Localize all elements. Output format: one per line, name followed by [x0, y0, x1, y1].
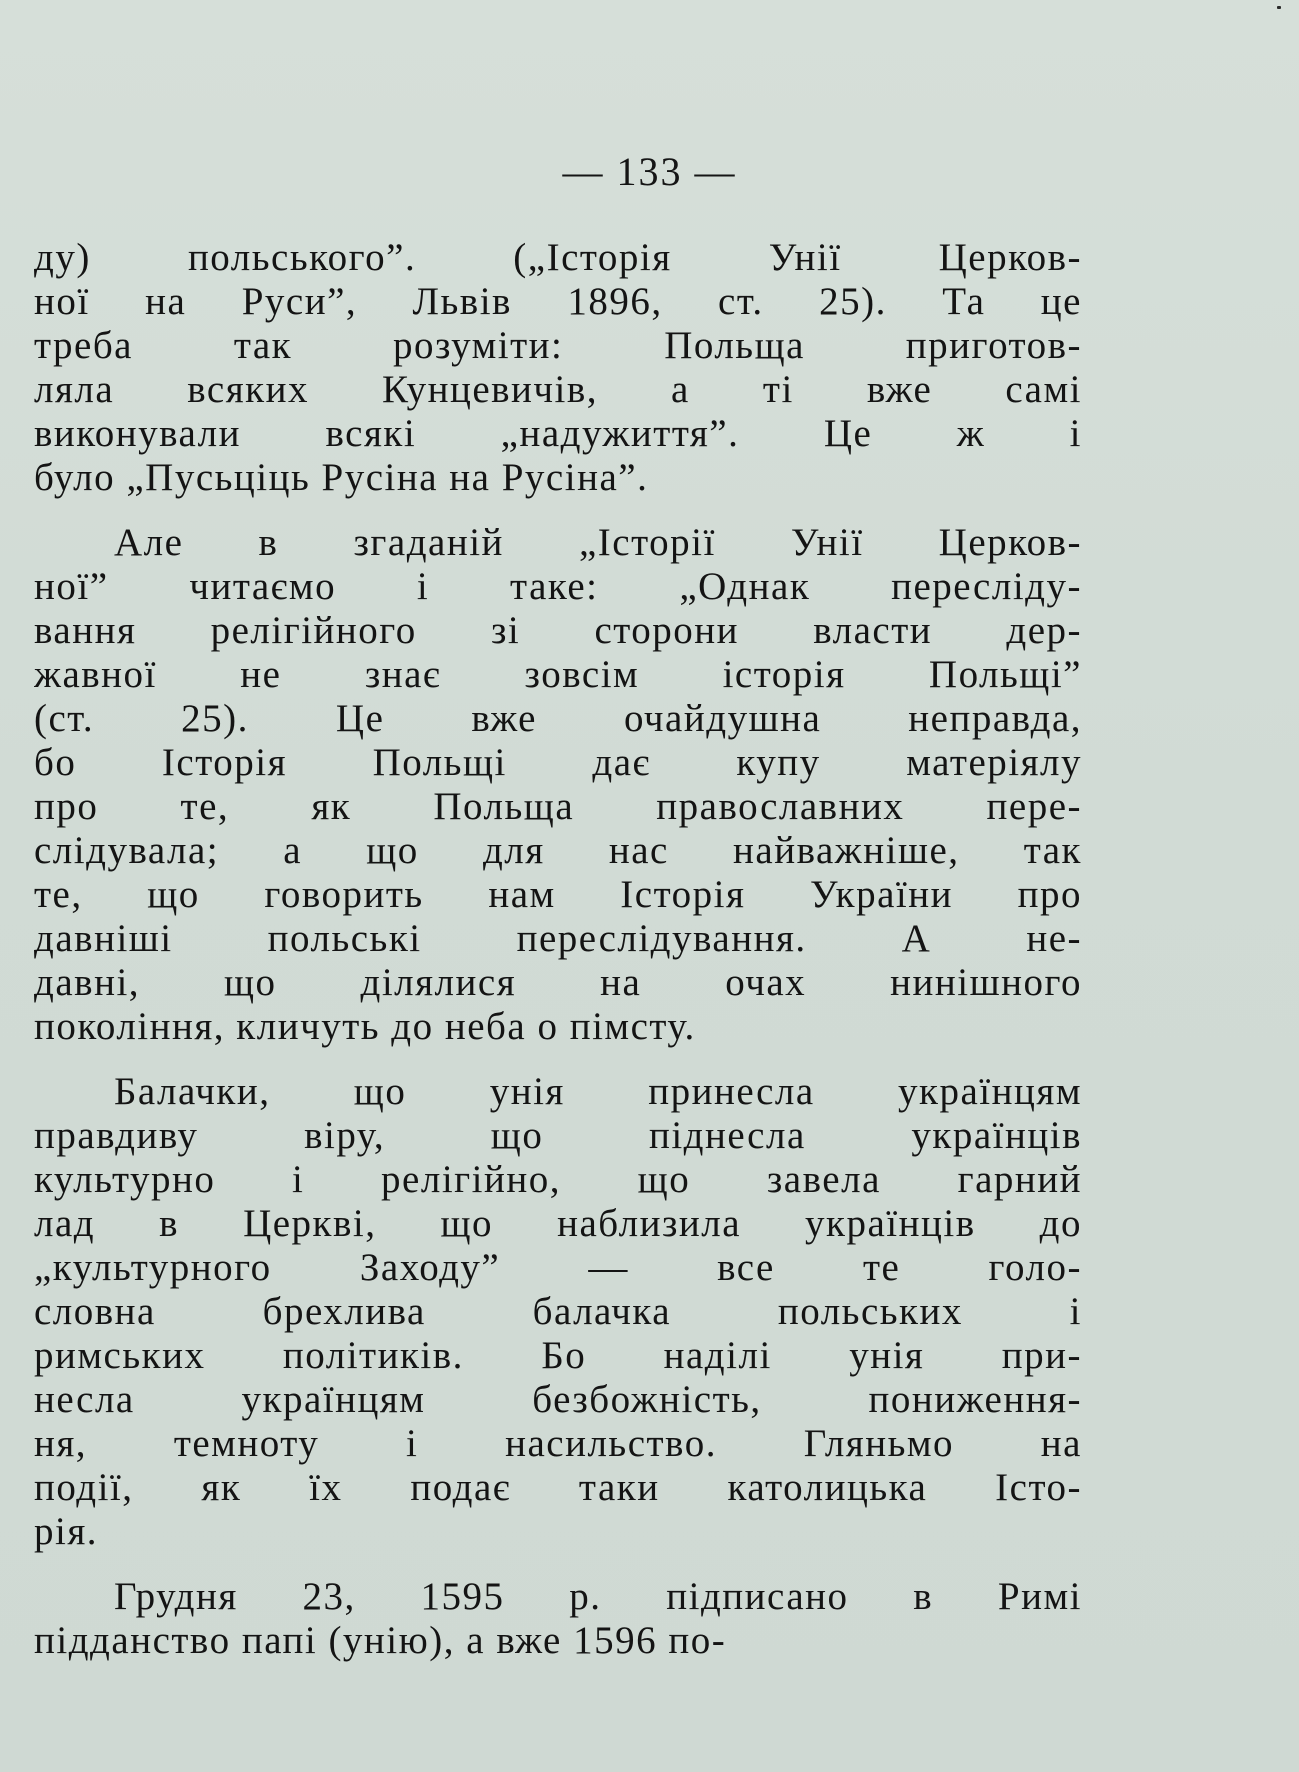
text-line: виконували всякі „надужиття”. Це ж і	[34, 412, 1082, 455]
text-line: римських політиків. Бо наділі унія при-	[34, 1334, 1082, 1377]
text-line: лад в Церкві, що наблизила українців до	[34, 1202, 1082, 1245]
paragraph	[34, 521, 1082, 1049]
text-line: Балачки, що унія принесла українцям	[114, 1070, 1082, 1113]
text-line: Але в згаданій „Історії Унії Церков-	[114, 521, 1082, 564]
text-line: вання релігійного зі сторони власти дер-	[34, 609, 1082, 652]
text-line: несла українцям безбожність, пониження-	[34, 1378, 1082, 1421]
text-line: про те, як Польща православних пере-	[34, 785, 1082, 828]
text-line: давніші польські переслідування. А не-	[34, 917, 1082, 960]
text-line: підданство папі (унію), а вже 1596 по-	[34, 1619, 727, 1662]
text-line: правдиву віру, що піднесла українців	[34, 1114, 1082, 1157]
text-line: давні, що ділялися на очах нинішного	[34, 961, 1082, 1004]
text-line: ної” читаємо і таке: „Однак пересліду-	[34, 565, 1082, 608]
text-line: покоління, кличуть до неба о пімсту.	[34, 1005, 696, 1048]
text-line: (ст. 25). Це вже очайдушна неправда,	[34, 697, 1082, 740]
text-line: те, що говорить нам Історія України про	[34, 873, 1082, 916]
text-line: жавної не знає зовсім історія Польщі”	[34, 653, 1082, 696]
text-line: „культурного Заходу” — все те голо-	[34, 1246, 1082, 1289]
paragraph	[34, 236, 1082, 500]
text-line: слідувала; а що для нас найважніше, так	[34, 829, 1082, 872]
text-line: було „Пусьціць Русіна на Русіна”.	[34, 456, 649, 499]
paragraph	[34, 1575, 1082, 1663]
ink-speck	[1277, 6, 1281, 9]
text-line: бо Історія Польщі дає купу матеріялу	[34, 741, 1082, 784]
text-line: події, як їх подає таки католицька Істо-	[34, 1466, 1082, 1509]
text-line: словна брехлива балачка польських і	[34, 1290, 1082, 1333]
page-text	[34, 236, 1082, 1684]
text-line: ня, темноту і насильство. Гляньмо на	[34, 1422, 1082, 1465]
text-line: ду) польського”. („Історія Унії Церков-	[34, 236, 1082, 279]
text-line: ної на Руси”, Львів 1896, ст. 25). Та це	[34, 280, 1082, 323]
text-line: ляла всяких Кунцевичів, а ті вже самі	[34, 368, 1082, 411]
text-line: культурно і релігійно, що завела гарний	[34, 1158, 1082, 1201]
page-number: — 133 —	[562, 149, 737, 194]
text-line: треба так розуміти: Польща приготов-	[34, 324, 1082, 367]
text-line: рія.	[34, 1510, 99, 1553]
paragraph	[34, 1070, 1082, 1554]
text-line: Грудня 23, 1595 р. підписано в Римі	[114, 1575, 1082, 1618]
